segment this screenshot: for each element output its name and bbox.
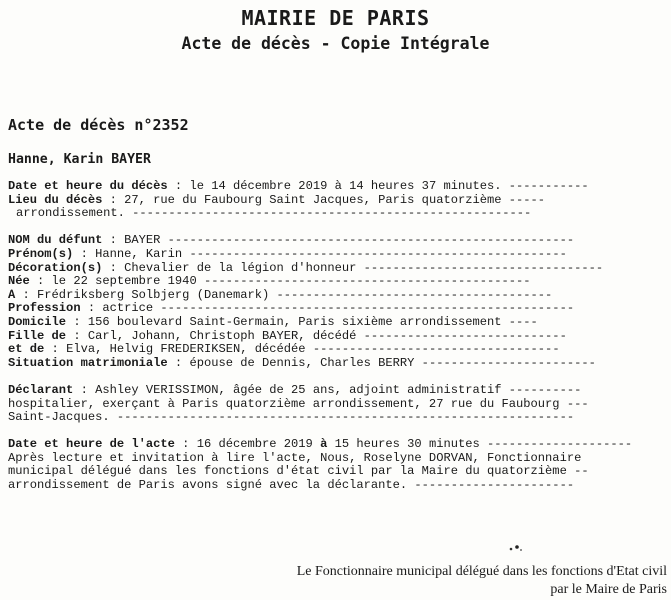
death-date-label: Date et heure du décès bbox=[8, 180, 168, 193]
birth-date-label: Née bbox=[8, 275, 30, 289]
act-time-label: à bbox=[320, 438, 328, 452]
declarant-line-3-text: Saint-Jacques. --------------------------------------------------------------- bbox=[8, 411, 575, 425]
profession-value: : actrice --------------------------------------------------------- bbox=[80, 302, 575, 316]
death-date-line bbox=[8, 180, 668, 194]
mother-label: et de bbox=[8, 343, 45, 357]
surname-value: : BAYER -------------------------------------------------------- bbox=[102, 234, 575, 248]
act-text-line-4 bbox=[8, 479, 668, 493]
birth-date-value: : le 22 septembre 1940 --------------------------------------------- bbox=[29, 275, 531, 289]
death-place-value: : 27, rue du Faubourg Saint Jacques, Paris quatorzième ----- bbox=[102, 193, 546, 207]
death-place-label: Lieu du décès bbox=[8, 193, 103, 207]
decoration-label: Décoration(s) bbox=[8, 261, 103, 275]
declarant-line-2-text: hospitalier, exerçant à Paris quatorzième arrondissement, 27 rue du Faubourg --- bbox=[8, 397, 589, 411]
page-subtitle: Acte de décès - Copie Intégrale bbox=[181, 34, 490, 53]
act-text-line-3-text: municipal délégué dans les fonctions d'état civil par la Maire du quatorzième -- bbox=[8, 465, 589, 479]
deceased-full-name: Hanne, Karin BAYER bbox=[8, 152, 151, 167]
father-label: Fille de bbox=[8, 329, 67, 343]
birth-place-label: À bbox=[8, 288, 16, 302]
death-place-continuation-text: arrondissement. ------------------------------------------------------- bbox=[16, 207, 532, 221]
death-place-line bbox=[8, 194, 668, 208]
marital-status-value: : épouse de Dennis, Charles BERRY ------------------------ bbox=[167, 356, 596, 370]
certificate-body bbox=[8, 180, 668, 493]
birth-date-line bbox=[8, 275, 668, 289]
act-date-value: : 16 décembre 2019 bbox=[174, 438, 321, 452]
page-title: MAIRIE DE PARIS bbox=[241, 6, 430, 30]
act-text-line-4-text: arrondissement de Paris avons signé avec la déclarante. ---------------------- bbox=[8, 479, 575, 493]
signatory-authority: par le Maire de Paris bbox=[550, 582, 667, 597]
act-date-label: Date et heure de l'acte bbox=[8, 438, 175, 452]
ink-speck-mark bbox=[508, 544, 524, 552]
signatory-title: Le Fonctionnaire municipal délégué dans les fonctions d'Etat civil bbox=[296, 564, 667, 579]
first-names-label: Prénom(s) bbox=[8, 247, 74, 261]
death-place-continuation bbox=[8, 207, 668, 221]
first-names-line bbox=[8, 248, 668, 262]
profession-line bbox=[8, 302, 668, 316]
birth-place-line bbox=[8, 289, 668, 303]
father-value: : Carl, Johann, Christoph BAYER, décédé ---------------------------- bbox=[66, 329, 567, 343]
profession-label: Profession bbox=[8, 302, 81, 316]
marital-status-label: Situation matrimoniale bbox=[8, 356, 168, 370]
mother-line bbox=[8, 343, 668, 357]
marital-status-line bbox=[8, 357, 668, 371]
act-number: Acte de décès n°2352 bbox=[8, 116, 189, 134]
act-text-line-2-text: Après lecture et invitation à lire l'acte, Nous, Roselyne DORVAN, Fonctionnaire bbox=[8, 451, 582, 465]
residence-label: Domicile bbox=[8, 315, 67, 329]
declarant-line-3 bbox=[8, 411, 668, 425]
surname-line bbox=[8, 234, 668, 248]
decoration-value: : Chevalier de la légion d'honneur --------------------------------- bbox=[102, 261, 604, 275]
declarant-line-2 bbox=[8, 398, 668, 412]
mother-value: : Elva, Helvig FREDERIKSEN, décédée ---------------------------------- bbox=[44, 343, 560, 357]
first-names-value: : Hanne, Karin ---------------------------------------------------- bbox=[73, 247, 567, 261]
declarant-value: : Ashley VERISSIMON, âgée de 25 ans, adjoint administratif ---------- bbox=[73, 383, 582, 397]
act-date-line bbox=[8, 438, 668, 452]
act-text-line-3 bbox=[8, 465, 668, 479]
declarant-label: Déclarant bbox=[8, 383, 74, 397]
residence-value: : 156 boulevard Saint-Germain, Paris sixième arrondissement ---- bbox=[66, 315, 538, 329]
death-date-value: : le 14 décembre 2019 à 14 heures 37 minutes. ----------- bbox=[167, 180, 589, 193]
residence-line bbox=[8, 316, 668, 330]
decoration-line bbox=[8, 262, 668, 276]
declarant-line bbox=[8, 384, 668, 398]
act-text-line-2 bbox=[8, 452, 668, 466]
act-time-value: 15 heures 30 minutes -------------------- bbox=[327, 438, 633, 452]
surname-label: NOM du défunt bbox=[8, 234, 103, 248]
birth-place-value: : Frédriksberg Solbjerg (Danemark) -------------------------------------- bbox=[15, 288, 553, 302]
father-line bbox=[8, 330, 668, 344]
